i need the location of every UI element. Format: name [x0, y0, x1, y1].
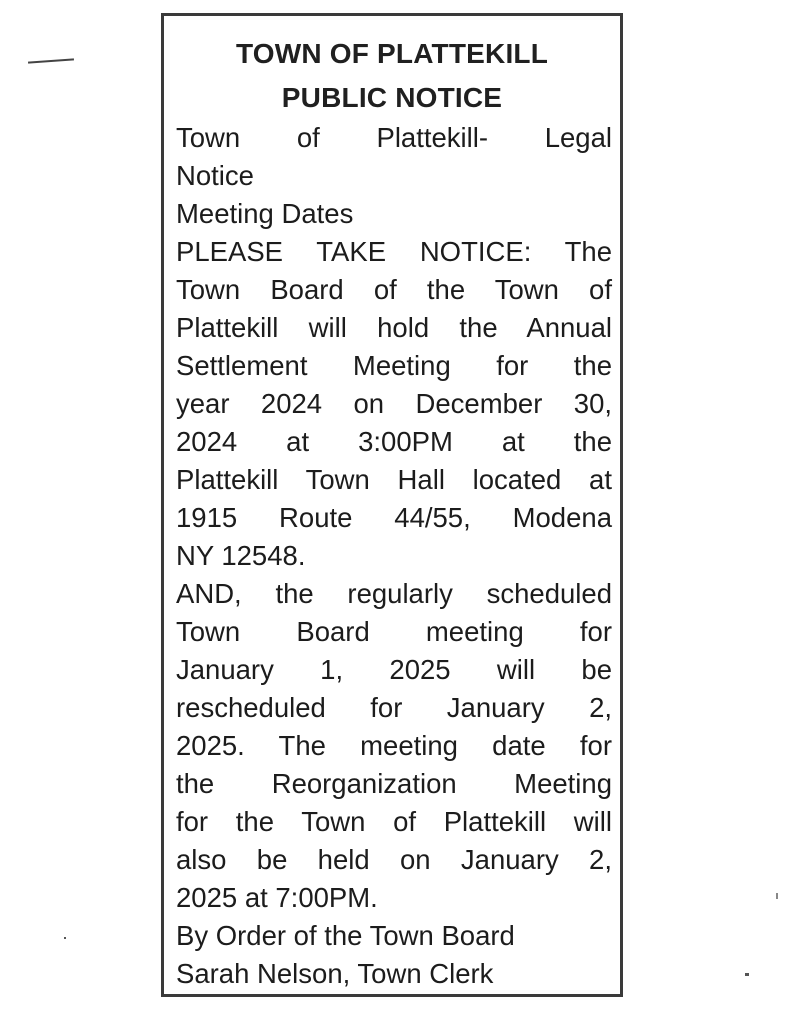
notice-line: January 1, 2025 will be [176, 654, 612, 685]
notice-line: 2024 at 3:00PM at the [176, 426, 612, 457]
notice-heading-line2: PUBLIC NOTICE [281, 82, 503, 113]
notice-line: Town Board meeting for [176, 616, 612, 647]
notice-line: 2025 at 7:00PM. [176, 882, 378, 913]
scan-speck [776, 893, 778, 899]
notice-line: year 2024 on December 30, [176, 388, 612, 419]
notice-line: AND, the regularly scheduled [176, 578, 612, 609]
notice-line: Plattekill will hold the Annual [176, 312, 612, 343]
notice-line: NY 12548. [176, 540, 306, 571]
notice-line: rescheduled for January 2, [176, 692, 612, 723]
notice-line: Plattekill Town Hall located at [176, 464, 612, 495]
notice-line: Notice [176, 160, 254, 191]
scan-mark-left [28, 58, 74, 63]
notice-line: Meeting Dates [176, 198, 354, 229]
notice-line: Settlement Meeting for the [176, 350, 612, 381]
notice-line: the Reorganization Meeting [176, 768, 612, 799]
notice-line: 1915 Route 44/55, Modena [176, 502, 612, 533]
notice-line: Town of Plattekill- Legal [176, 122, 612, 153]
notice-line: also be held on January 2, [176, 844, 612, 875]
notice-line: PLEASE TAKE NOTICE: The [176, 236, 612, 267]
notice-heading-line1: TOWN OF PLATTEKILL [235, 38, 549, 69]
scan-speck [745, 973, 749, 976]
scan-speck [64, 937, 66, 939]
public-notice-box [161, 13, 623, 997]
notice-line: Town Board of the Town of [176, 274, 612, 305]
notice-line: By Order of the Town Board [176, 920, 515, 951]
notice-line: 2025. The meeting date for [176, 730, 612, 761]
notice-line: for the Town of Plattekill will [176, 806, 612, 837]
notice-line: Sarah Nelson, Town Clerk [176, 958, 494, 989]
